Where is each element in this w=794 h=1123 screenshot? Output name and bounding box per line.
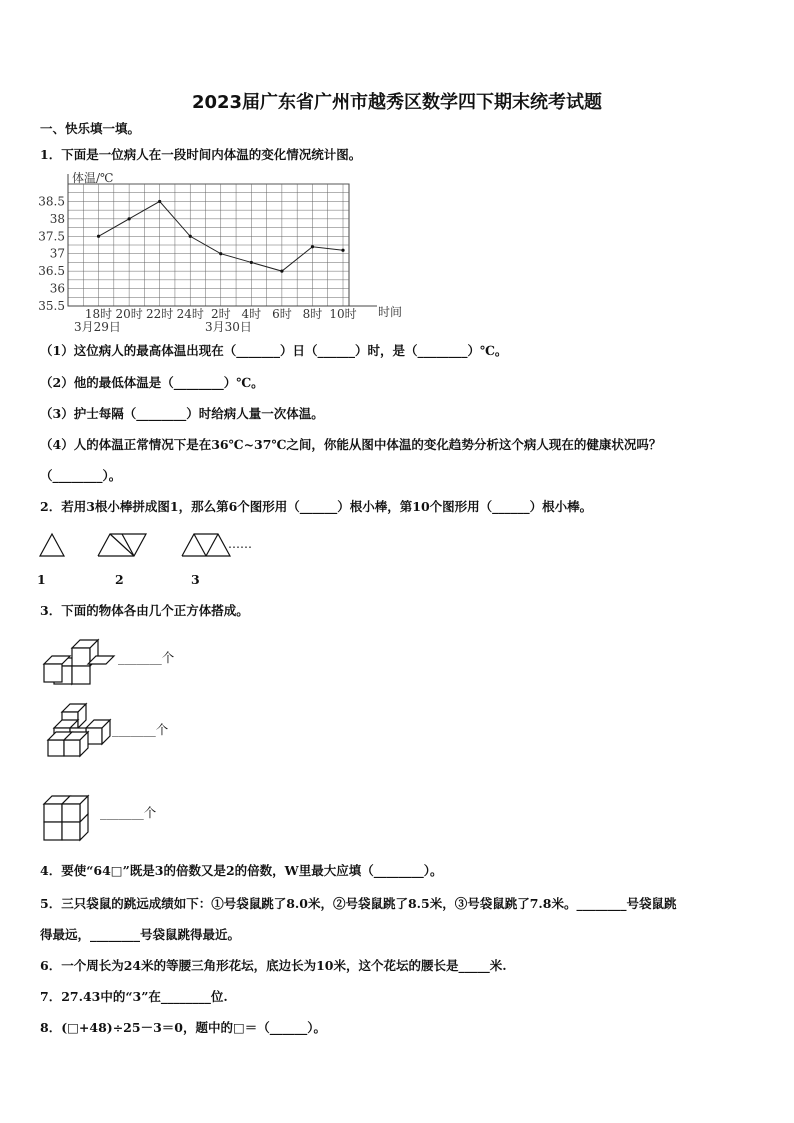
x-tick-label: 22时 [146,307,174,321]
y-tick-label: 35.5 [38,299,65,313]
figure-label-2: 2 [115,572,124,587]
q3-answer-2: _______个 [112,722,169,737]
figure-3 [182,534,230,556]
data-point [189,235,192,238]
q1-part4-answer: （________）。 [40,468,122,483]
figure-label-3: 3 [191,572,200,587]
data-point [219,252,222,255]
triangle-figures [36,530,296,560]
x-tick-label: 6时 [272,307,292,321]
temperature-chart [34,166,414,338]
q2-stem: 2．若用3根小棒拼成图1，那么第6个图形用（______）根小棒，第10个图形用（______）根小棒。 [40,499,593,514]
page-title: 2023届广东省广州市越秀区数学四下期末统考试题 [191,92,603,113]
x-tick-label: 24时 [176,307,204,321]
x-tick-label: 4时 [241,307,262,321]
data-point [280,270,283,273]
data-point [158,200,161,203]
q6-text: 6．一个周长为24米的等腰三角形花坛，底边长为10米，这个花坛的腰长是_____米. [40,958,507,973]
cube-figure-3 [40,788,102,843]
data-point [250,261,253,264]
x-tick-label: 18时 [84,307,113,321]
q3-answer-3: _______个 [100,805,157,820]
section-heading: 一、快乐填一填。 [40,121,141,136]
y-tick-label: 37.5 [38,229,65,244]
cube-figure-2 [40,702,120,760]
x-axis-label: 时间 [378,305,403,319]
y-axis-label: 体温/℃ [72,171,114,185]
x-tick-label: 8时 [302,307,323,321]
q7-text: 7．27.43中的“3”在________位. [40,989,228,1004]
y-tick-labels [38,194,65,313]
x-tick-label: 10时 [329,307,357,321]
data-point [128,217,131,220]
figure-label-1: 1 [37,572,46,587]
date-label-2: 3月30日 [205,320,252,334]
y-tick-label: 37 [49,246,65,261]
q1-part4: （4）人的体温正常情况下是在36℃~37℃之间，你能从图中体温的变化趋势分析这个病人现在的健康状况吗？ [40,437,662,452]
cube-figure-1 [40,632,120,687]
q5-text: 5．三只袋鼠的跳远成绩如下：①号袋鼠跳了8.0米，②号袋鼠跳了8.5米，③号袋鼠跳了7.8米。________号袋鼠跳 [40,896,677,911]
q5-text-cont: 得最远，________号袋鼠跳得最近。 [40,927,241,942]
q1-part3: （3）护士每隔（________）时给病人量一次体温。 [40,406,324,421]
q1-part1: （1）这位病人的最高体温出现在（_______）日（______）时，是（________）℃。 [40,343,508,358]
x-tick-label: 20时 [115,307,143,321]
chart-grid [68,174,377,306]
x-tick-labels [85,306,357,321]
q4-text: 4．要使“64□”既是3的倍数又是2的倍数，W里最大应填（________）。 [40,863,443,878]
data-point [97,235,100,238]
q1-stem: 1．下面是一位病人在一段时间内体温的变化情况统计图。 [40,147,362,162]
figure-1 [40,534,64,556]
data-point [311,245,314,248]
y-tick-label: 36 [49,281,65,296]
q3-answer-1: _______个 [118,650,175,665]
x-tick-label: 2时 [210,307,231,321]
q8-text: 8．(□+48)÷25－3＝0，题中的□＝（______）。 [40,1020,327,1035]
ellipsis: …… [228,537,252,551]
q1-part2: （2）他的最低体温是（________）℃。 [40,375,264,390]
q3-stem: 3．下面的物体各由几个正方体搭成。 [40,603,249,618]
y-tick-label: 38 [49,211,65,226]
y-tick-label: 36.5 [38,264,65,279]
date-label-1: 3月29日 [74,320,121,334]
figure-2 [98,534,146,556]
y-tick-label: 38.5 [38,194,65,209]
data-point [341,249,344,252]
